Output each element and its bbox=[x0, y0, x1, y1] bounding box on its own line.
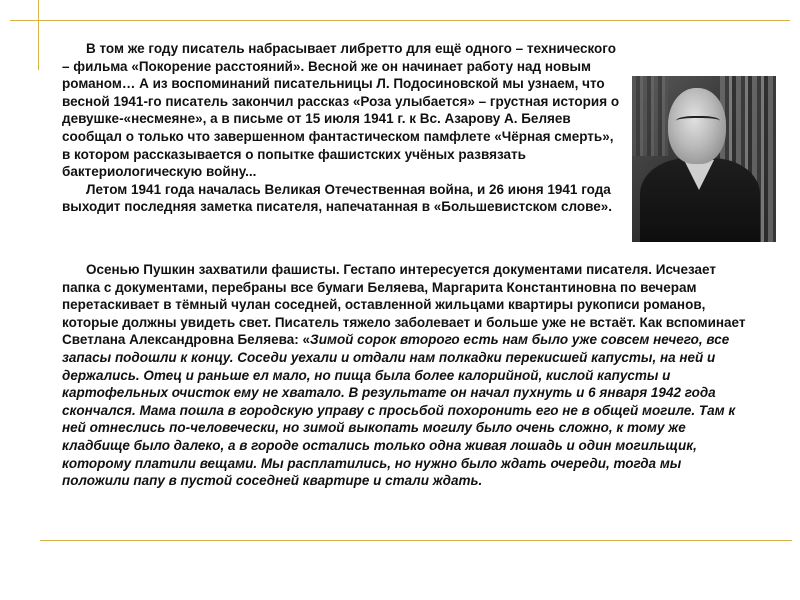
memoir-quote: Зимой сорок второго есть нам было уже совсем нечего, все запасы подошли к концу. Соседи уехали и отдали нам полкадки перекисшей капусты, на ней и держались. Отец и раньше ел мало, но пища была более калорийной, кислой капусты и картофельных очисток ему не хватало. В результате он начал пухнуть и 6 января 1942 года скончался. Мама пошла в городскую управу с просьбой похоронить его не в общей могиле. Там к ней отнеслись по-человечески, но зимой выкопать могилу было очень сложно, к тому же кладбище было далеко, а в городе остались только одна живая лошадь и один могильщик, которому платили вещами. Мы расплатились, но нужно было ждать очереди, тогда мы положили папу в пустой соседней квартире и стали ждать. bbox=[62, 332, 736, 489]
text-full-width bbox=[62, 261, 752, 490]
portrait-glasses bbox=[676, 116, 720, 128]
bottom-divider bbox=[40, 540, 792, 541]
paragraph-war: Летом 1941 года началась Великая Отечественная война, и 26 июня 1941 года выходит последняя заметка писателя, напечатанная в «Большевистском слове». bbox=[62, 181, 613, 215]
writer-portrait bbox=[632, 76, 776, 242]
text-column bbox=[62, 40, 622, 216]
top-divider bbox=[10, 20, 790, 21]
paragraph-libretto: В том же году писатель набрасывает либретто для ещё одного – технического – фильма «Покорение расстояний». Весной же он начинает работу над новым романом… А из воспоминаний писательницы Л. Подосиновской мы узнаем, что весной 1941-го писатель закончил рассказ «Роза улыбается» – грустная история о девушке-«несмеяне», а в письме от 15 июля 1941 г. к Вс. Азарову А. Беляев сообщал о только что завершенном фантастическом памфлете «Чёрная смерть», в котором рассказывается о попытке фашистских учёных развязать бактериологическую войну... bbox=[62, 41, 620, 180]
paragraph-occupation bbox=[62, 261, 752, 490]
paragraph-occupation-text: Осенью Пушкин захватили фашисты. Гестапо интересуется документами писателя. Исчезает папка с документами, перебраны все бумаги Беляева, Маргарита Константиновна по вечерам перетаскивает в тёмный чулан соседней, оставленной жильцами квартиры рукописи романов, которые должны увидеть свет. Писатель тяжело заболевает и больше уже не встаёт. Как вспоминает Светлана Александровна Беляева: « bbox=[62, 262, 746, 348]
bookshelf-left bbox=[632, 76, 668, 156]
left-divider bbox=[38, 0, 39, 70]
